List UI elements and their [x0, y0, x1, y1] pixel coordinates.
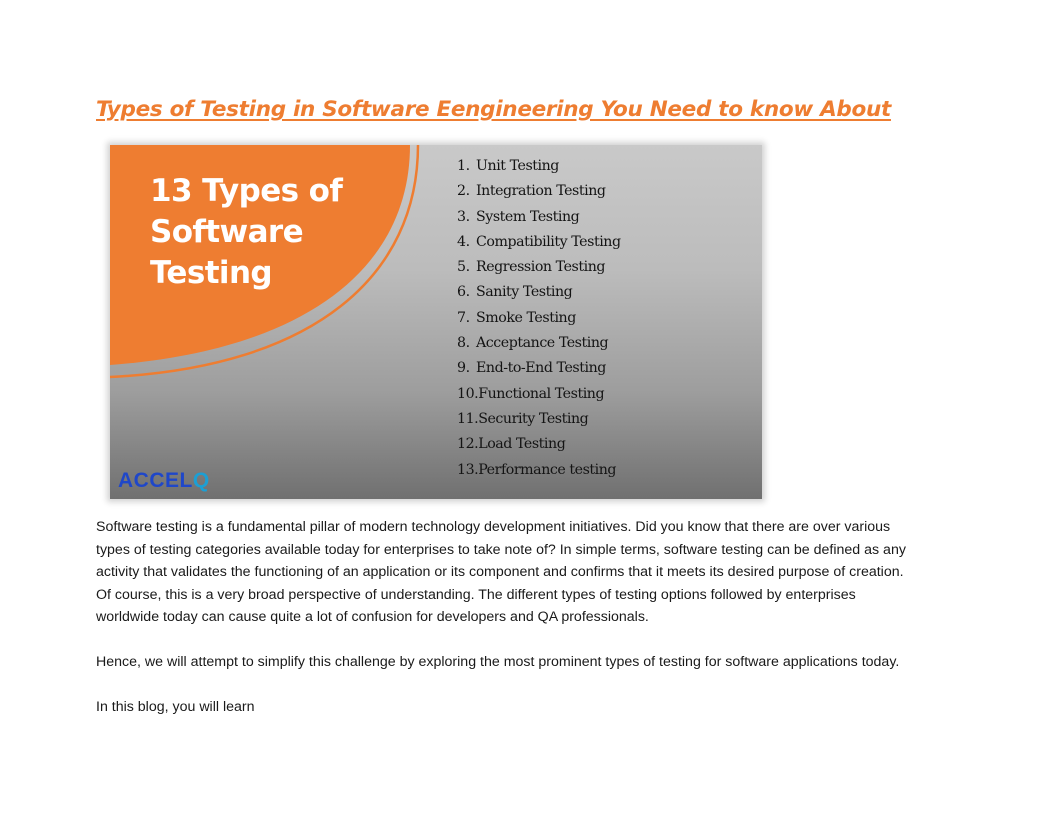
list-item-number: 13.: [457, 461, 479, 478]
list-item-number: 5.: [457, 259, 470, 276]
list-item-label: Load Testing: [478, 436, 566, 453]
list-item: [457, 179, 621, 204]
list-item-label: Unit Testing: [476, 158, 559, 174]
paragraph-line: In this blog, you will learn: [96, 699, 255, 715]
list-item-label: Functional Testing: [478, 385, 605, 402]
list-item-number: 2.: [457, 183, 470, 200]
list-item: [457, 306, 621, 331]
page-title: Types of Testing in Software Eengineering You Need to know About: [96, 97, 891, 122]
list-item: [457, 205, 621, 230]
list-item-label: Smoke Testing: [476, 309, 576, 326]
types-of-testing-banner-image: [110, 145, 762, 499]
list-item-number: 8.: [457, 335, 470, 352]
paragraph-line: Software testing is a fundamental pillar of modern technology development initiatives. Did you know that there are over various: [96, 519, 891, 535]
list-item-number: 11.: [457, 410, 479, 427]
list-item-label: Integration Testing: [476, 183, 606, 200]
list-item: [457, 458, 621, 483]
list-item-number: 12.: [457, 436, 479, 453]
logo-text: ACCEL: [118, 469, 193, 492]
banner-heading-line: Testing: [150, 255, 273, 291]
paragraph-line: worldwide today can cause quite a lot of confusion for developers and QA professionals.: [96, 609, 649, 625]
list-item-label: Acceptance Testing: [476, 335, 609, 352]
paragraph-line: Hence, we will attempt to simplify this challenge by exploring the most prominent types of testing for software applications today.: [96, 654, 900, 670]
testing-types-list: [457, 154, 621, 483]
banner-heading: [150, 171, 400, 294]
list-item-label: Compatibility Testing: [476, 233, 621, 250]
paragraph-line: activity that validates the functioning of an application or its component and confirms that it meets its desired purpose of creation.: [96, 564, 904, 580]
intro-paragraph: [96, 516, 976, 629]
list-item: [457, 356, 621, 381]
list-item: [457, 154, 621, 179]
simplify-paragraph: [96, 651, 976, 674]
list-item: [457, 280, 621, 305]
list-item-number: 10.: [457, 385, 479, 402]
learn-paragraph: [96, 696, 976, 719]
list-item-number: 3.: [457, 208, 470, 225]
list-item-number: 1.: [457, 158, 470, 174]
list-item-label: End-to-End Testing: [476, 360, 606, 377]
banner-heading-line: 13 Types of: [150, 173, 343, 209]
list-item-label: Performance testing: [478, 461, 617, 478]
list-item-number: 9.: [457, 360, 470, 377]
list-item-number: 4.: [457, 233, 470, 250]
logo-q-mark: Q: [192, 469, 210, 492]
paragraph-line: Of course, this is a very broad perspective of understanding. The different types of testing options followed by enterprises: [96, 586, 856, 603]
list-item-number: 6.: [457, 284, 470, 301]
accelq-logo: [118, 469, 210, 493]
banner-heading-line: Software: [150, 214, 304, 250]
list-item: [457, 382, 621, 407]
list-item: [457, 331, 621, 356]
list-item-label: Security Testing: [478, 410, 589, 427]
list-item-number: 7.: [457, 309, 470, 326]
list-item: [457, 432, 621, 457]
list-item-label: System Testing: [476, 208, 580, 225]
list-item: [457, 255, 621, 280]
list-item-label: Regression Testing: [476, 259, 606, 276]
list-item: [457, 230, 621, 255]
paragraph-line: types of testing categories available today for enterprises to take note of? In simple terms, software testing can be defined as any: [96, 541, 906, 558]
list-item-label: Sanity Testing: [476, 284, 573, 301]
list-item: [457, 407, 621, 432]
